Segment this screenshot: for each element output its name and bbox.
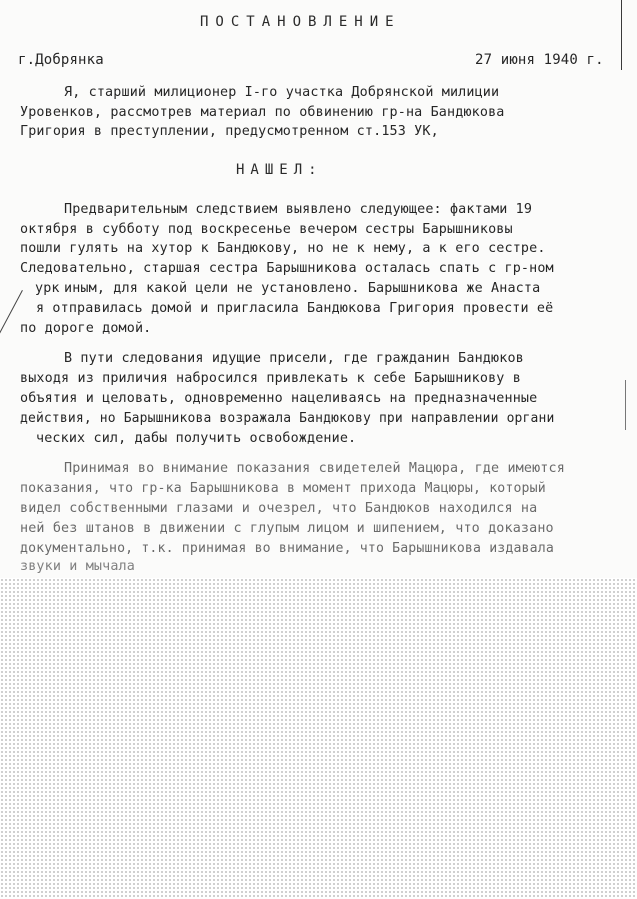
paragraph3-line: документально, т.к. принимая во внимание, что Барышникова издавала — [20, 541, 554, 556]
paragraph2-line: действия, но Барышникова возражала Бандюкову при направлении органи — [20, 411, 555, 426]
paragraph3-line: звуки и мычала — [20, 559, 135, 574]
paragraph3-line: Принимая во внимание показания свидетелей Мацюра, где имеются — [64, 461, 565, 476]
paragraph3-line: показания, что гр-ка Барышникова в момент прихода Мацюры, который — [20, 481, 546, 496]
paragraph1-line: иным, для какой цели не установлено. Барышникова же Анаста — [64, 281, 541, 296]
paragraph3-line: видел собственными глазами и очезрел, что Бандюков находился на — [20, 501, 538, 516]
paragraph2-line: В пути следования идущие присели, где гражданин Бандюков — [64, 351, 524, 366]
halftone-blank-area — [0, 578, 637, 899]
paragraph1-line: Предварительным следствием выявлено следующее: фактами 19 — [64, 202, 533, 217]
intro-line: Я, старший милиционер I-го участка Добрянской милиции — [64, 85, 500, 100]
paragraph1-line: Следовательно, старшая сестра Барышникова осталась спать с гр-ном — [20, 261, 554, 276]
paragraph2-line: выходя из приличия набросился привлекать к себе Барышникову в — [20, 371, 521, 386]
paragraph1-line: пошли гулять на хутор к Бандюкову, но не к нему, а к его сестре. — [20, 241, 546, 256]
document-title: ПОСТАНОВЛЕНИЕ — [200, 14, 401, 30]
paragraph1-line: октября в субботу под воскресенье вечером сестры Барышниковы — [20, 222, 513, 237]
paragraph1-fragment: урк — [35, 281, 60, 296]
scan-edge-mark — [625, 380, 626, 430]
document-date: 27 июня 1940 г. — [475, 52, 604, 68]
paragraph1-line: по дороге домой. — [20, 321, 152, 336]
intro-line: Уровенков, рассмотрев материал по обвинению гр-на Бандюкова — [20, 105, 505, 120]
document-place: г.Добрянка — [18, 52, 104, 68]
paragraph2-line: ческих сил, дабы получить освобождение. — [36, 431, 357, 446]
paragraph2-line: объятия и целовать, одновременно нацеливаясь на предназначенные — [20, 391, 538, 406]
paragraph1-line: я отправилась домой и пригласила Бандюкова Григория провести её — [36, 301, 554, 316]
scan-edge-mark — [621, 0, 622, 70]
found-heading: НАШЕЛ: — [236, 162, 323, 178]
paragraph3-line: ней без штанов в движении с глупым лицом и шипением, что доказано — [20, 521, 554, 536]
intro-line: Григория в преступлении, предусмотренном ст.153 УК, — [20, 124, 439, 139]
